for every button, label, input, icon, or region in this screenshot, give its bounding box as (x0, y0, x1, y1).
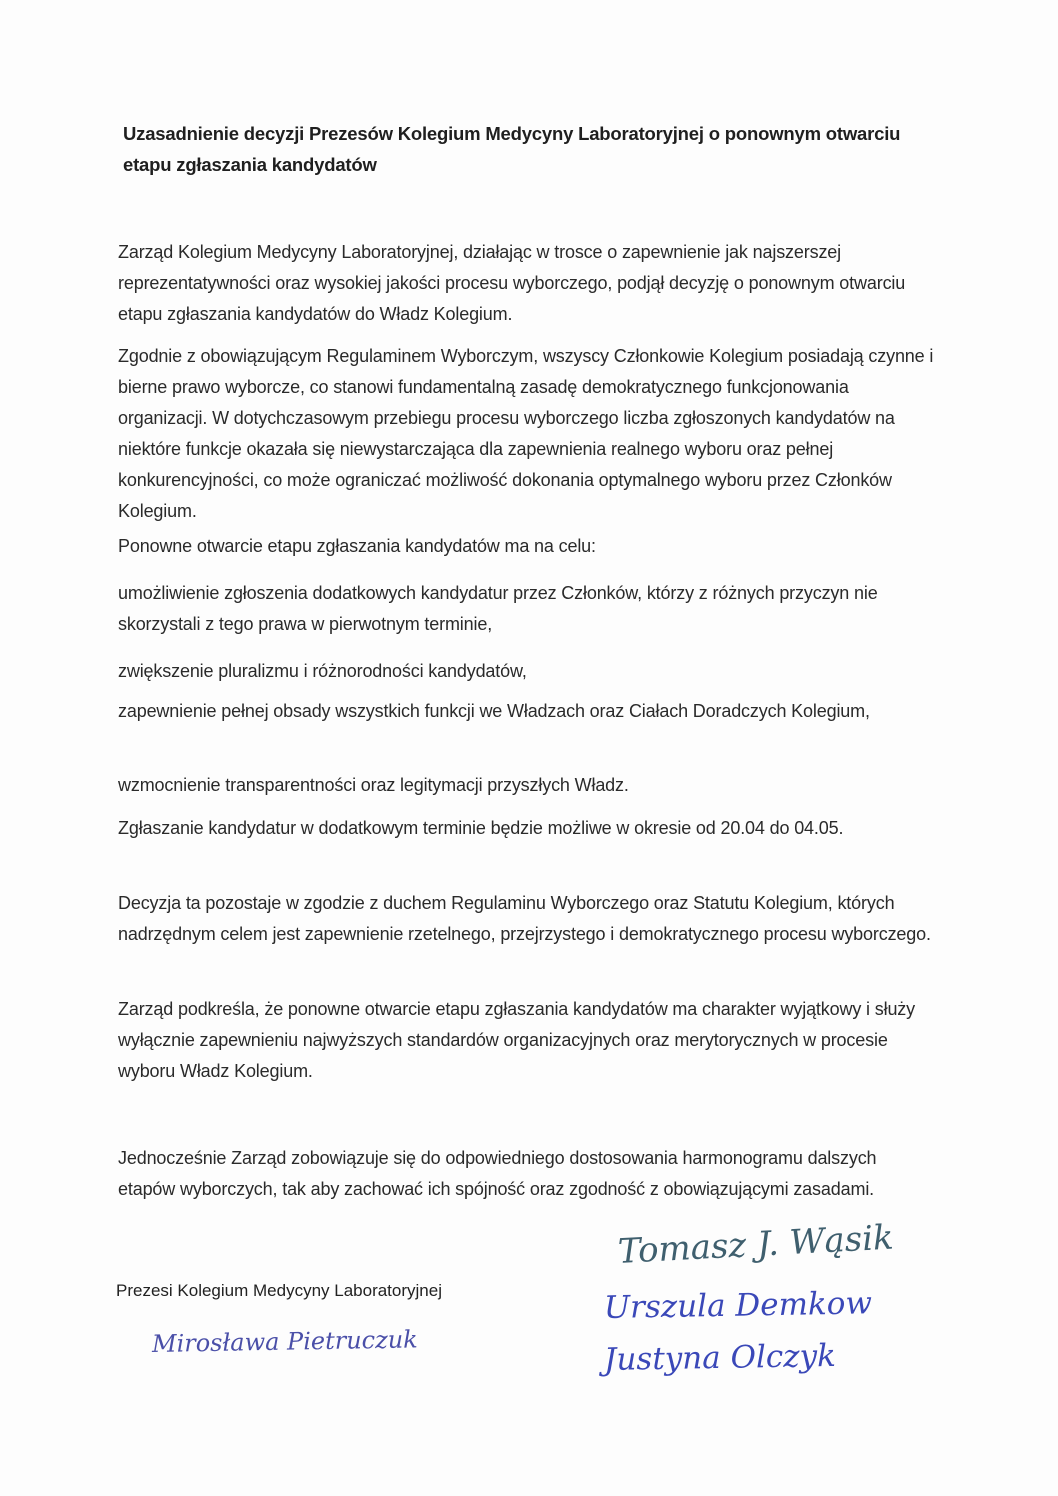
signature-wasik: Tomasz J. Wąsik (616, 1217, 895, 1272)
goal-item: umożliwienie zgłoszenia dodatkowych kandydatur przez Członków, którzy z różnych przyczyn nie skorzystali z tego prawa w pierwotnym terminie, (118, 583, 878, 634)
signature-pietruczuk: Mirosława Pietruczuk (151, 1325, 418, 1358)
paragraph-goals-lead: Ponowne otwarcie etapu zgłaszania kandydatów ma na celu: (118, 536, 596, 556)
signature-demkow: Urszula Demkow (603, 1285, 873, 1326)
paragraph-compliance: Decyzja ta pozostaje w zgodzie z duchem Regulaminu Wyborczego oraz Statutu Kolegium, których nadrzędnym celem jest zapewnienie rzetelnego, przejrzystego i demokratycznego procesu wyborczego. (118, 893, 931, 944)
paragraph-deadline: Zgłaszanie kandydatur w dodatkowym terminie będzie możliwe w okresie od 20.04 do 04.05. (118, 818, 844, 838)
goal-item: zwiększenie pluralizmu i różnorodności kandydatów, (118, 661, 527, 681)
closing-signatory-line: Prezesi Kolegium Medycyny Laboratoryjnej (116, 1281, 442, 1300)
paragraph-exceptional: Zarząd podkreśla, że ponowne otwarcie etapu zgłaszania kandydatów ma charakter wyjątkowy i służy wyłącznie zapewnieniu najwyższych standardów organizacyjnych oraz merytorycznych w procesie wyboru Władz Kolegium. (118, 999, 916, 1081)
signature-olczyk: Justyna Olczyk (603, 1337, 837, 1378)
paragraph-schedule: Jednocześnie Zarząd zobowiązuje się do odpowiedniego dostosowania harmonogramu dalszych etapów wyborczych, tak aby zachować ich spójność oraz zgodność z obowiązującymi zasadami. (118, 1148, 877, 1199)
paragraph-regulations: Zgodnie z obowiązującym Regulaminem Wyborczym, wszyscy Członkowie Kolegium posiadają czynne i bierne prawo wyborcze, co stanowi fundamentalną zasadę demokratycznego funkcjonowania organizacji. W dotychczasowym przebiegu procesu wyborczego liczba zgłoszonych kandydatów na niektóre funkcje okazała się niewystarczająca dla zapewnienia realnego wyboru oraz pełnej konkurencyjności, co może ograniczać możliwość dokonania optymalnego wyboru przez Członków Kolegium. (118, 346, 934, 521)
document-title: Uzasadnienie decyzji Prezesów Kolegium Medycyny Laboratoryjnej o ponownym otwarciu etapu zgłaszania kandydatów (123, 123, 901, 175)
paragraph-intro: Zarząd Kolegium Medycyny Laboratoryjnej, działając w trosce o zapewnienie jak najszerszej reprezentatywności oraz wysokiej jakości procesu wyborczego, podjął decyzję o ponownym otwarciu etapu zgłaszania kandydatów do Władz Kolegium. (118, 242, 906, 324)
goal-item: wzmocnienie transparentności oraz legitymacji przyszłych Władz. (118, 775, 629, 795)
goal-item: zapewnienie pełnej obsady wszystkich funkcji we Władzach oraz Ciałach Doradczych Kolegium, (118, 701, 870, 721)
